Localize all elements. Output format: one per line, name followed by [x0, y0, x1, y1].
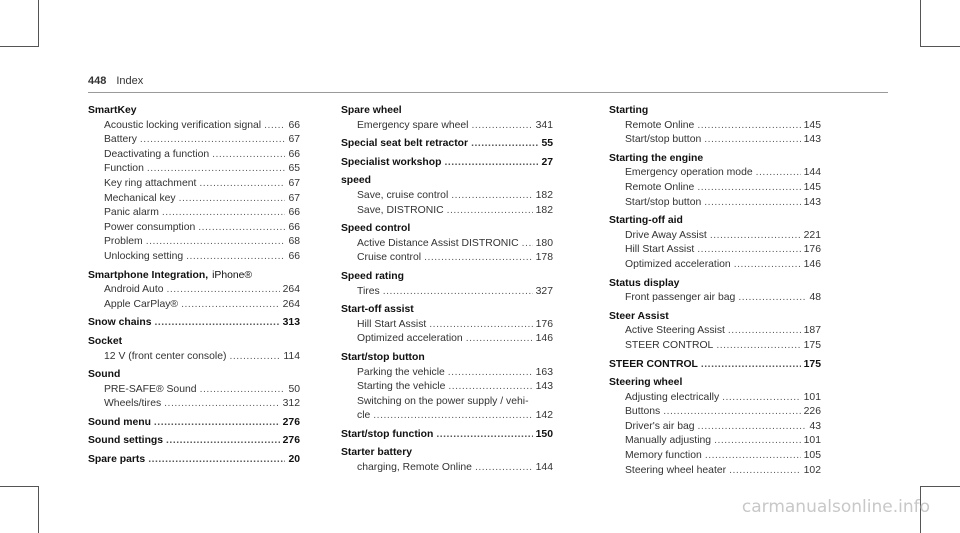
index-subentry [341, 380, 553, 395]
subentry-text: Key ring attachment [104, 177, 197, 189]
subentry-text: Hill Start Assist [357, 318, 427, 330]
subentry-text: Manually adjusting [625, 435, 712, 447]
subentry-text: Remote Online [625, 181, 695, 193]
heading-text: SmartKey [88, 105, 137, 116]
index-subentry [88, 221, 300, 236]
leader-dots [697, 181, 800, 196]
heading-text: Starter battery [341, 447, 413, 459]
index-heading [88, 416, 300, 431]
leader-dots [147, 162, 286, 177]
index-subentry [341, 189, 553, 204]
leader-dots [444, 156, 538, 171]
subentry-text: Apple CarPlay® [104, 298, 179, 310]
index-subentry [88, 350, 300, 365]
leader-dots [738, 291, 806, 306]
leader-dots [140, 133, 286, 148]
page-ref[interactable]: 182 [535, 189, 553, 201]
index-heading [341, 270, 553, 285]
index-heading [609, 310, 821, 325]
heading-text: Snow chains [88, 317, 152, 329]
index-heading [88, 434, 300, 449]
heading-text: Special seat belt retractor [341, 138, 469, 150]
crop-mark [38, 0, 39, 47]
index-subentry [609, 119, 821, 134]
index-subentry [609, 258, 821, 273]
subentry-text: Optimized acceleration [625, 258, 731, 270]
page-ref[interactable]: 143 [803, 196, 821, 208]
index-subentry [609, 324, 821, 339]
index-heading [341, 156, 553, 171]
page-ref[interactable]: 150 [535, 428, 553, 440]
header-divider [88, 92, 888, 93]
index-heading [341, 104, 553, 119]
leader-dots [701, 358, 801, 373]
index-subentry [341, 251, 553, 266]
leader-dots [729, 464, 801, 479]
leader-dots [154, 416, 280, 431]
subentry-text: Buttons [625, 406, 661, 418]
subentry-text: Starting the vehicle [357, 381, 446, 393]
page-ref[interactable]: 327 [535, 285, 553, 297]
leader-dots [155, 316, 280, 331]
index-subentry [88, 250, 300, 265]
page-ref[interactable]: 146 [803, 258, 821, 270]
leader-dots [424, 251, 533, 266]
page-ref[interactable]: 27 [541, 156, 553, 168]
index-heading [88, 453, 300, 468]
page-ref[interactable]: 67 [288, 177, 300, 189]
subentry-text: Emergency operation mode [625, 167, 753, 179]
subentry-text: Drive Away Assist [625, 229, 707, 241]
page-ref[interactable]: 176 [535, 318, 553, 330]
subentry-text: Unlocking setting [104, 250, 184, 262]
leader-dots [475, 461, 533, 476]
index-subentry [88, 397, 300, 412]
index-subentry [88, 133, 300, 148]
leader-dots [179, 192, 286, 207]
leader-dots [705, 449, 801, 464]
index-heading [609, 277, 821, 292]
subentry-text: charging, Remote Online [357, 462, 472, 474]
leader-dots [447, 204, 533, 219]
heading-text: Speed control [341, 223, 411, 235]
page-ref[interactable]: 146 [535, 333, 553, 345]
index-heading [609, 376, 821, 391]
subentry-text: cle [357, 410, 371, 422]
index-subentry [609, 391, 821, 406]
page-ref[interactable]: 145 [803, 181, 821, 193]
subentry-text: Problem [104, 236, 143, 248]
page-ref[interactable]: 312 [282, 398, 300, 410]
page-ref[interactable]: 142 [535, 410, 553, 422]
leader-dots [466, 332, 533, 347]
subentry-text: Save, DISTRONIC [357, 204, 444, 216]
subentry-text: Start/stop button [625, 134, 702, 146]
leader-dots [383, 285, 533, 300]
index-subentry [88, 235, 300, 250]
leader-dots [471, 137, 538, 152]
index-subentry [609, 196, 821, 211]
page-ref[interactable]: 163 [535, 366, 553, 378]
page-ref[interactable]: 66 [288, 250, 300, 262]
watermark: carmanualsonline.info [741, 497, 930, 517]
heading-text: Steer Assist [609, 310, 669, 322]
page-ref[interactable]: 182 [535, 204, 553, 216]
index-column-3 [609, 104, 821, 478]
page-ref[interactable]: 67 [288, 134, 300, 146]
heading-suffix: iPhone® [212, 269, 253, 281]
page-ref[interactable]: 66 [288, 207, 300, 219]
leader-dots [373, 409, 532, 424]
leader-dots [200, 383, 286, 398]
page-ref[interactable]: 55 [541, 138, 553, 150]
heading-text: Socket [88, 335, 123, 347]
subentry-text: Memory function [625, 450, 702, 462]
page-ref[interactable]: 105 [803, 450, 821, 462]
index-column-2 [341, 104, 553, 476]
heading-text: Sound settings [88, 435, 164, 447]
heading-text: Speed rating [341, 270, 404, 282]
page-ref[interactable]: 341 [535, 119, 553, 131]
heading-text: Spare wheel [341, 105, 402, 116]
page-ref[interactable]: 187 [803, 325, 821, 337]
leader-dots [728, 324, 801, 339]
page-ref[interactable]: 276 [282, 435, 300, 447]
subentry-text: Optimized acceleration [357, 333, 463, 345]
subentry-text: Active Distance Assist DISTRONIC [357, 237, 519, 249]
page-ref[interactable]: 276 [282, 416, 300, 428]
page-ref[interactable]: 66 [288, 119, 300, 131]
leader-dots [229, 350, 280, 365]
index-heading [609, 104, 821, 119]
index-heading [341, 222, 553, 237]
index-subentry [88, 206, 300, 221]
index-subentry [609, 166, 821, 181]
subentry-text: STEER CONTROL [625, 339, 714, 351]
page-ref[interactable]: 313 [282, 317, 300, 329]
leader-dots [429, 318, 532, 333]
leader-dots [162, 206, 286, 221]
index-heading [609, 214, 821, 229]
subentry-text: Battery [104, 134, 137, 146]
subentry-text: Driver's air bag [625, 420, 695, 432]
leader-dots [698, 420, 807, 435]
heading-text: Start-off assist [341, 304, 414, 316]
page-ref[interactable]: 114 [283, 350, 300, 362]
subentry-text: Cruise control [357, 252, 422, 264]
subentry-text: Start/stop button [625, 196, 702, 208]
subentry-text: Acoustic locking verification signal [104, 119, 262, 131]
leader-dots [436, 428, 532, 443]
leader-dots [471, 119, 532, 134]
heading-text: Starting-off aid [609, 215, 683, 227]
leader-dots [448, 366, 533, 381]
index-heading [341, 174, 553, 189]
index-subentry [341, 332, 553, 347]
index-subentry [88, 192, 300, 207]
index-heading [88, 368, 300, 383]
index-heading [88, 269, 300, 284]
leader-dots [186, 250, 285, 265]
subentry-text: Power consumption [104, 221, 196, 233]
heading-text: Sound [88, 369, 121, 381]
index-heading [341, 351, 553, 366]
heading-text: Specialist workshop [341, 156, 442, 168]
subentry-text: Emergency spare wheel [357, 119, 469, 131]
index-subentry [609, 133, 821, 148]
index-subentry [341, 318, 553, 333]
heading-text: Sound menu [88, 416, 151, 428]
subentry-text: Parking the vehicle [357, 366, 445, 378]
page-ref[interactable]: 101 [803, 391, 821, 403]
page-ref[interactable]: 176 [803, 244, 821, 256]
crop-mark [920, 46, 960, 47]
index-subentry [609, 243, 821, 258]
leader-dots [710, 229, 801, 244]
index-subentry [609, 449, 821, 464]
subentry-text: Android Auto [104, 284, 164, 296]
leader-dots [697, 243, 800, 258]
index-heading [88, 335, 300, 350]
leader-dots [716, 339, 800, 354]
page-number: 448 [88, 75, 107, 87]
page-ref[interactable]: 145 [803, 119, 821, 131]
index-heading [88, 316, 300, 331]
page-ref[interactable]: 144 [535, 462, 553, 474]
leader-dots [448, 380, 532, 395]
leader-dots [522, 237, 533, 252]
heading-text: Spare parts [88, 454, 146, 466]
page-ref[interactable]: 65 [288, 163, 300, 175]
leader-dots [212, 148, 285, 163]
index-heading [341, 137, 553, 152]
leader-dots [734, 258, 801, 273]
leader-dots [198, 221, 285, 236]
section-title: Index [116, 75, 144, 87]
subentry-text: Deactivating a function [104, 148, 210, 160]
subentry-text: Function [104, 163, 144, 175]
index-subentry [609, 464, 821, 479]
leader-dots [714, 434, 801, 449]
heading-text: Starting [609, 105, 649, 116]
subentry-text: Tires [357, 285, 380, 297]
subentry-text: Save, cruise control [357, 189, 449, 201]
page-ref[interactable]: 48 [809, 292, 821, 304]
index-subentry [341, 119, 553, 134]
page-ref[interactable]: 66 [288, 148, 300, 160]
index-subentry [341, 395, 553, 410]
page-ref[interactable]: 226 [803, 406, 821, 418]
page-ref[interactable]: 264 [282, 284, 300, 296]
page-ref[interactable]: 143 [803, 134, 821, 146]
index-heading [609, 152, 821, 167]
index-subentry [88, 283, 300, 298]
subentry-text: Wheels/tires [104, 398, 162, 410]
crop-mark [920, 486, 960, 487]
page-ref[interactable]: 180 [535, 237, 553, 249]
subentry-text: Adjusting electrically [625, 391, 720, 403]
heading-text: Start/stop button [341, 351, 425, 363]
heading-text: Start/stop function [341, 428, 434, 440]
index-subentry [341, 366, 553, 381]
page-ref[interactable]: 221 [803, 229, 821, 241]
leader-dots [451, 189, 532, 204]
index-subentry [609, 420, 821, 435]
leader-dots [722, 391, 801, 406]
leader-dots [166, 434, 280, 449]
leader-dots [663, 405, 800, 420]
leader-dots [164, 397, 279, 412]
crop-mark [0, 486, 39, 487]
leader-dots [199, 177, 285, 192]
page-ref[interactable]: 178 [535, 252, 553, 264]
index-heading [341, 303, 553, 318]
index-subentry [88, 298, 300, 313]
leader-dots [756, 166, 801, 181]
subentry-text: Remote Online [625, 119, 695, 131]
index-subentry [341, 204, 553, 219]
subentry-text: Front passenger air bag [625, 292, 736, 304]
page-ref[interactable]: 102 [803, 464, 821, 476]
heading-text: Status display [609, 277, 680, 289]
page-ref[interactable]: 68 [288, 236, 300, 248]
index-subentry [88, 383, 300, 398]
heading-text: Starting the engine [609, 152, 704, 164]
index-subentry [88, 162, 300, 177]
subentry-text: Panic alarm [104, 207, 159, 219]
leader-dots [167, 283, 280, 298]
page-ref[interactable]: 101 [803, 435, 821, 447]
leader-dots [704, 196, 800, 211]
index-subentry [88, 177, 300, 192]
index-subentry [341, 461, 553, 476]
page-ref[interactable]: 50 [288, 383, 300, 395]
heading-text: STEER CONTROL [609, 358, 698, 370]
heading-text: Smartphone Integration, [88, 269, 209, 281]
index-subentry [609, 405, 821, 420]
crop-mark [0, 46, 39, 47]
subentry-text: 12 V (front center console) [104, 350, 227, 362]
leader-dots [264, 119, 285, 134]
subentry-text: PRE-SAFE® Sound [104, 383, 197, 395]
index-heading [341, 428, 553, 443]
subentry-text: Hill Start Assist [625, 244, 695, 256]
index-subentry [609, 291, 821, 306]
page-ref[interactable]: 43 [809, 420, 821, 432]
heading-text: speed [341, 175, 372, 187]
index-subentry [609, 434, 821, 449]
index-subentry [341, 285, 553, 300]
page-ref[interactable]: 143 [535, 381, 553, 393]
index-subentry [609, 181, 821, 196]
page-ref[interactable]: 175 [803, 339, 821, 351]
page-ref[interactable]: 264 [282, 298, 300, 310]
subentry-text: Mechanical key [104, 192, 176, 204]
index-subentry [609, 339, 821, 354]
crop-mark [920, 0, 921, 47]
index-heading [88, 104, 300, 119]
subentry-text: Active Steering Assist [625, 325, 725, 337]
index-heading [341, 446, 553, 461]
leader-dots [181, 298, 280, 313]
index-subentry [341, 409, 553, 424]
page-ref[interactable]: 20 [288, 454, 300, 466]
index-subentry [88, 119, 300, 134]
leader-dots [697, 119, 800, 134]
crop-mark [38, 486, 39, 533]
page-ref[interactable]: 66 [288, 221, 300, 233]
index-subentry [341, 237, 553, 252]
page-ref[interactable]: 175 [803, 358, 821, 370]
index-subentry [88, 148, 300, 163]
subentry-text: Switching on the power supply / vehi- [357, 395, 529, 407]
index-column-1 [88, 104, 300, 468]
leader-dots [146, 235, 286, 250]
page-ref[interactable]: 144 [803, 167, 821, 179]
page-ref[interactable]: 67 [288, 192, 300, 204]
heading-text: Steering wheel [609, 377, 683, 389]
page-header [88, 75, 143, 87]
index-subentry [609, 229, 821, 244]
subentry-text: Steering wheel heater [625, 464, 727, 476]
leader-dots [704, 133, 800, 148]
leader-dots [148, 453, 285, 468]
index-heading [609, 358, 821, 373]
